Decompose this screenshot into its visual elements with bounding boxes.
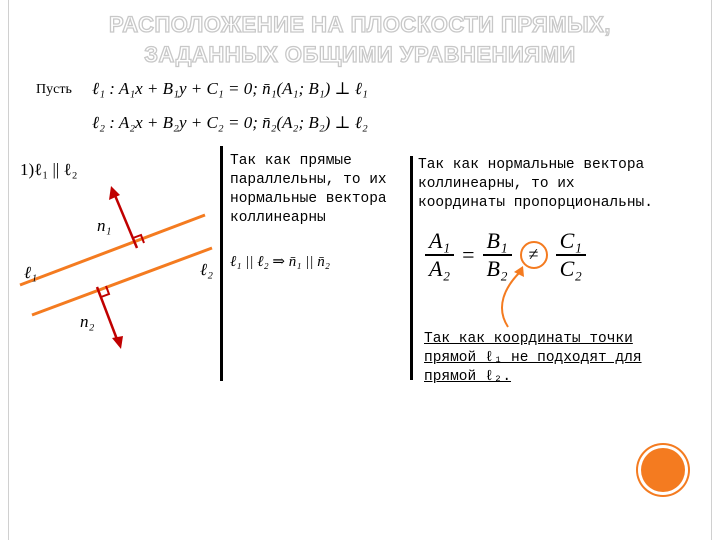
ratio-a: $\frac{\text{A₁}}{\text{A₂}}$ [425,228,454,282]
middle-explanation [230,152,387,228]
middle-line-1: Так как прямые [230,153,352,169]
l2-label: ℓ₂ [200,260,213,279]
right-line-1: Так как нормальные вектора [418,157,645,173]
n2-label: n₂ [80,312,95,331]
case-1-label: 1)ℓ₁ || ℓ₂ [20,160,78,179]
slide-title [0,10,720,70]
middle-line-3: нормальные вектора [230,191,387,207]
let-label: Пусть [36,82,72,97]
coordinate-note [424,330,642,387]
decorative-circle [641,448,685,492]
ratio-b: $\frac{\text{B₁}}{\text{B₂}}$ [483,228,512,282]
vector-n1-arrowhead [109,186,120,200]
separator-right [410,156,413,380]
parallel-implication: ℓ₁ || ℓ₂ ⇒ n̄₁ || n̄₂ [230,254,330,270]
vector-n2-arrowhead [112,336,123,349]
title-line-1: РАСПОЛОЖЕНИЕ НА ПЛОСКОСТИ ПРЯМЫХ, [109,12,611,37]
line-l2 [32,248,212,315]
title-line-2: ЗАДАННЫХ ОБЩИМИ УРАВНЕНИЯМИ [144,42,576,67]
n1-label: n₁ [97,216,112,235]
equals-sign: = [462,241,475,267]
ratio-c: $\frac{\text{C₁}}{\text{C₂}}$ [556,228,586,282]
separator-left [220,146,223,381]
middle-line-2: параллельны, то их [230,172,387,188]
callout-arrow [490,262,540,332]
middle-line-4: коллинеарны [230,210,326,226]
right-line-2: коллинеарны, то их [418,176,575,192]
line-2-equation: ℓ₂ : A₂x + B₂y + C₂ = 0; n̄₂(A₂; B₂) ⊥ ℓ₂ [92,113,368,132]
note-line-2: прямой ℓ₁ не подходят для [424,350,642,366]
note-line-3: прямой ℓ₂. [424,369,512,385]
right-explanation [418,156,653,213]
not-equal-sign: ≠ [520,241,548,269]
vector-n1 [114,193,137,248]
right-line-3: координаты пропорциональны. [418,195,653,211]
line-1-equation: ℓ₁ : A₁x + B₁y + C₁ = 0; n̄₁(A₁; B₁) ⊥ ℓ₁ [92,79,368,98]
note-line-1: Так как координаты точки [424,331,633,347]
l1-label: ℓ₁ [24,263,37,282]
line-l1 [20,215,205,285]
